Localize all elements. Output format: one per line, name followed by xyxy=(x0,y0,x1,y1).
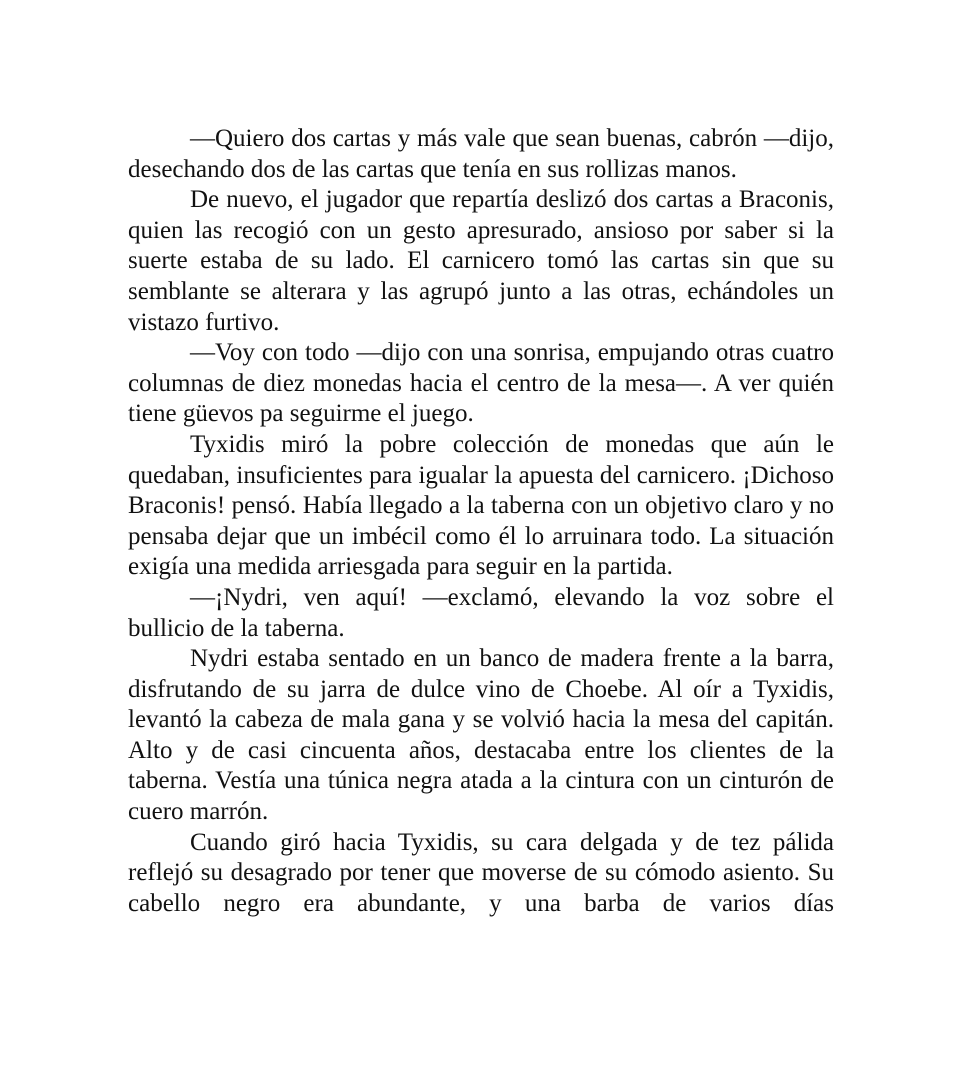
paragraph-3: —Voy con todo —dijo con una sonrisa, empujando otras cuatro columnas de diez monedas hacia el centro de la mesa—. A ver quién tiene güevos pa seguirme el juego. xyxy=(128,339,834,428)
paragraph-6: Nydri estaba sentado en un banco de madera frente a la barra, disfrutando de su jarra de dulce vino de Choebe. Al oír a Tyxidis, levantó la cabeza de mala gana y se volvió hacia la mesa del capitán. Alto y de casi cincuenta años, destacaba entre los clientes de la taberna. Vestía una túnica negra atada a la cintura con un cinturón de cuero marrón. xyxy=(128,645,834,826)
paragraph-7: Cuando giró hacia Tyxidis, su cara delgada y de tez pálida reflejó su desagrado por tener que moverse de su cómodo asiento. Su cabello negro era abundante, y una barba de varios días xyxy=(128,828,834,917)
book-page-text xyxy=(128,124,834,919)
paragraph-4: Tyxidis miró la pobre colección de monedas que aún le quedaban, insuficientes para igualar la apuesta del carnicero. ¡Dichoso Braconis! pensó. Había llegado a la taberna con un objetivo claro y no pensaba dejar que un imbécil como él lo arruinara todo. La situación exigía una medida arriesgada para seguir en la partida. xyxy=(128,430,834,581)
paragraph-1: —Quiero dos cartas y más vale que sean buenas, cabrón —dijo, desechando dos de las cartas que tenía en sus rollizas manos. xyxy=(128,125,834,183)
paragraph-2: De nuevo, el jugador que repartía deslizó dos cartas a Braconis, quien las recogió con un gesto apresurado, ansioso por saber si la suerte estaba de su lado. El carnicero tomó las cartas sin que su semblante se alterara y las agrupó junto a las otras, echándoles un vistazo furtivo. xyxy=(128,186,834,336)
paragraph-5: —¡Nydri, ven aquí! —exclamó, elevando la voz sobre el bullicio de la taberna. xyxy=(128,583,834,642)
